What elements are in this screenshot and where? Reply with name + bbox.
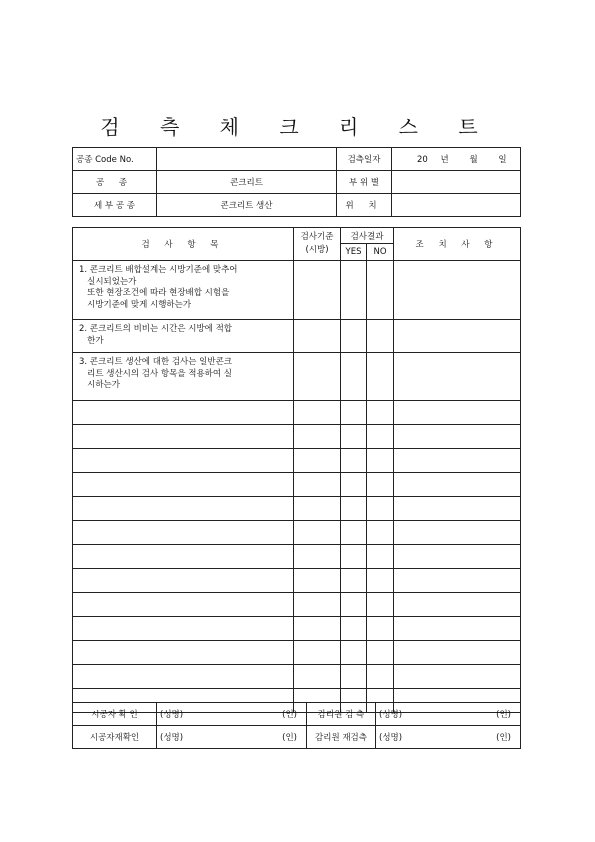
table-row	[73, 425, 521, 449]
yes-cell[interactable]	[341, 449, 367, 473]
standard-cell[interactable]	[294, 545, 341, 569]
table-row	[73, 449, 521, 473]
contractor-confirm-sign-field[interactable]	[157, 703, 307, 726]
yes-cell[interactable]	[341, 320, 367, 353]
sub-work-type-value[interactable]: 콘크리트 생산	[157, 194, 337, 217]
yes-cell[interactable]	[341, 353, 367, 401]
yes-cell[interactable]	[341, 425, 367, 449]
date-prefix: 20	[417, 155, 428, 165]
action-cell[interactable]	[394, 569, 521, 593]
seal-label: (인)	[496, 710, 511, 720]
col-standard-line2: (시방)	[305, 245, 329, 255]
no-cell[interactable]	[367, 449, 394, 473]
yes-cell[interactable]	[341, 665, 367, 689]
action-cell[interactable]	[394, 425, 521, 449]
inspection-table	[72, 227, 521, 713]
item-cell[interactable]	[73, 401, 294, 425]
item-text: 또한 현장조건에 따라 현장배합 시험을	[79, 288, 230, 298]
action-cell[interactable]	[394, 665, 521, 689]
standard-cell[interactable]	[294, 593, 341, 617]
no-cell[interactable]	[367, 320, 394, 353]
standard-cell[interactable]	[294, 353, 341, 401]
item-cell[interactable]	[73, 425, 294, 449]
table-row	[73, 569, 521, 593]
yes-cell[interactable]	[341, 641, 367, 665]
table-header-row	[73, 228, 521, 244]
name-label: (성명)	[379, 733, 403, 743]
item-text: 1. 콘크리트 배합설계는 시방기준에 맞추어	[79, 265, 238, 275]
col-inspection-result: 검사결과	[341, 228, 394, 244]
yes-cell[interactable]	[341, 497, 367, 521]
supervisor-reinspect-sign-field[interactable]	[376, 726, 521, 749]
code-label: 공종 Code No.	[73, 148, 157, 171]
col-no: NO	[367, 244, 394, 261]
action-cell[interactable]	[394, 449, 521, 473]
seal-label: (인)	[282, 733, 297, 743]
item-cell[interactable]	[73, 473, 294, 497]
item-cell[interactable]	[73, 593, 294, 617]
name-label: (성명)	[379, 710, 403, 720]
supervisor-inspect-sign-field[interactable]	[376, 703, 521, 726]
part-value[interactable]	[392, 171, 521, 194]
action-cell[interactable]	[394, 497, 521, 521]
yes-cell[interactable]	[341, 401, 367, 425]
inspection-date-field[interactable]	[392, 148, 521, 171]
table-row	[73, 497, 521, 521]
code-value[interactable]	[157, 148, 337, 171]
work-type-label: 공 종	[73, 171, 157, 194]
item-cell[interactable]	[73, 617, 294, 641]
action-cell[interactable]	[394, 641, 521, 665]
date-day: 일	[498, 155, 507, 165]
inspection-item-2	[73, 320, 294, 353]
no-cell[interactable]	[367, 593, 394, 617]
col-yes: YES	[341, 244, 367, 261]
item-text: 시방기준에 맞게 시행하는가	[79, 299, 192, 310]
item-cell[interactable]	[73, 521, 294, 545]
contractor-confirm-label: 시공자 확 인	[73, 703, 157, 726]
standard-cell[interactable]	[294, 473, 341, 497]
no-cell[interactable]	[367, 353, 394, 401]
table-row	[73, 593, 521, 617]
item-text: 3. 콘크리트 생산에 대한 검사는 일반콘크	[79, 357, 232, 367]
yes-cell[interactable]	[341, 569, 367, 593]
standard-cell[interactable]	[294, 641, 341, 665]
sub-work-type-label: 세 부 공 종	[73, 194, 157, 217]
table-row	[73, 641, 521, 665]
action-cell[interactable]	[394, 617, 521, 641]
contractor-reconfirm-label: 시공자재확인	[73, 726, 157, 749]
signature-table	[72, 702, 521, 749]
col-inspection-standard	[294, 228, 341, 261]
item-cell[interactable]	[73, 665, 294, 689]
standard-cell[interactable]	[294, 617, 341, 641]
action-cell[interactable]	[394, 353, 521, 401]
item-text: 시하는가	[79, 380, 120, 390]
signature-row-1	[73, 703, 521, 726]
no-cell[interactable]	[367, 545, 394, 569]
location-label: 위 치	[337, 194, 392, 217]
standard-cell[interactable]	[294, 497, 341, 521]
table-row	[73, 521, 521, 545]
standard-cell[interactable]	[294, 425, 341, 449]
name-label: (성명)	[160, 733, 184, 743]
yes-cell[interactable]	[341, 521, 367, 545]
table-row	[73, 473, 521, 497]
yes-cell[interactable]	[341, 261, 367, 320]
no-cell[interactable]	[367, 521, 394, 545]
standard-cell[interactable]	[294, 521, 341, 545]
date-month: 월	[469, 155, 478, 165]
work-type-value[interactable]: 콘크리트	[157, 171, 337, 194]
item-cell[interactable]	[73, 569, 294, 593]
standard-cell[interactable]	[294, 665, 341, 689]
table-row	[73, 665, 521, 689]
no-cell[interactable]	[367, 569, 394, 593]
page-title: 검 측 체 크 리 스 트	[100, 115, 495, 139]
item-text: 한가	[79, 335, 104, 346]
inspection-item-1	[73, 261, 294, 320]
signature-row-2	[73, 726, 521, 749]
table-row	[73, 545, 521, 569]
item-cell[interactable]	[73, 545, 294, 569]
yes-cell[interactable]	[341, 617, 367, 641]
item-text: 리트 생산시의 검사 항목을 적용하여 실	[79, 368, 232, 379]
contractor-reconfirm-sign-field[interactable]	[157, 726, 307, 749]
header-row-sub-work-type	[73, 194, 521, 217]
standard-cell[interactable]	[294, 261, 341, 320]
item-text: 2. 콘크리트의 비비는 시간은 시방에 적합	[79, 324, 232, 334]
table-row	[73, 401, 521, 425]
inspection-item-3	[73, 353, 294, 401]
action-cell[interactable]	[394, 473, 521, 497]
no-cell[interactable]	[367, 665, 394, 689]
no-cell[interactable]	[367, 401, 394, 425]
col-inspection-item: 검 사 항 목	[73, 228, 294, 261]
action-cell[interactable]	[394, 401, 521, 425]
standard-cell[interactable]	[294, 449, 341, 473]
header-row-code	[73, 148, 521, 171]
item-text: 실시되었는가	[79, 276, 137, 287]
no-cell[interactable]	[367, 261, 394, 320]
table-row	[73, 320, 521, 353]
no-cell[interactable]	[367, 641, 394, 665]
action-cell[interactable]	[394, 593, 521, 617]
no-cell[interactable]	[367, 473, 394, 497]
table-row	[73, 617, 521, 641]
seal-label: (인)	[282, 710, 297, 720]
part-label: 부 위 별	[337, 171, 392, 194]
standard-cell[interactable]	[294, 401, 341, 425]
header-info-table	[72, 147, 521, 217]
table-row	[73, 261, 521, 320]
seal-label: (인)	[496, 733, 511, 743]
standard-cell[interactable]	[294, 320, 341, 353]
action-cell[interactable]	[394, 261, 521, 320]
item-cell[interactable]	[73, 449, 294, 473]
item-cell[interactable]	[73, 497, 294, 521]
name-label: (성명)	[160, 710, 184, 720]
yes-cell[interactable]	[341, 593, 367, 617]
no-cell[interactable]	[367, 425, 394, 449]
yes-cell[interactable]	[341, 545, 367, 569]
item-cell[interactable]	[73, 641, 294, 665]
col-standard-line1: 검사기준	[300, 232, 334, 242]
action-cell[interactable]	[394, 320, 521, 353]
action-cell[interactable]	[394, 545, 521, 569]
supervisor-reinspect-label: 감리원 재검측	[307, 726, 376, 749]
header-row-work-type	[73, 171, 521, 194]
action-cell[interactable]	[394, 521, 521, 545]
no-cell[interactable]	[367, 617, 394, 641]
location-value[interactable]	[392, 194, 521, 217]
inspection-date-label: 검측일자	[337, 148, 392, 171]
yes-cell[interactable]	[341, 473, 367, 497]
table-row	[73, 353, 521, 401]
col-action: 조 치 사 항	[394, 228, 521, 261]
supervisor-inspect-label: 감리원 검 측	[307, 703, 376, 726]
no-cell[interactable]	[367, 497, 394, 521]
standard-cell[interactable]	[294, 569, 341, 593]
date-year: 년	[440, 155, 449, 165]
